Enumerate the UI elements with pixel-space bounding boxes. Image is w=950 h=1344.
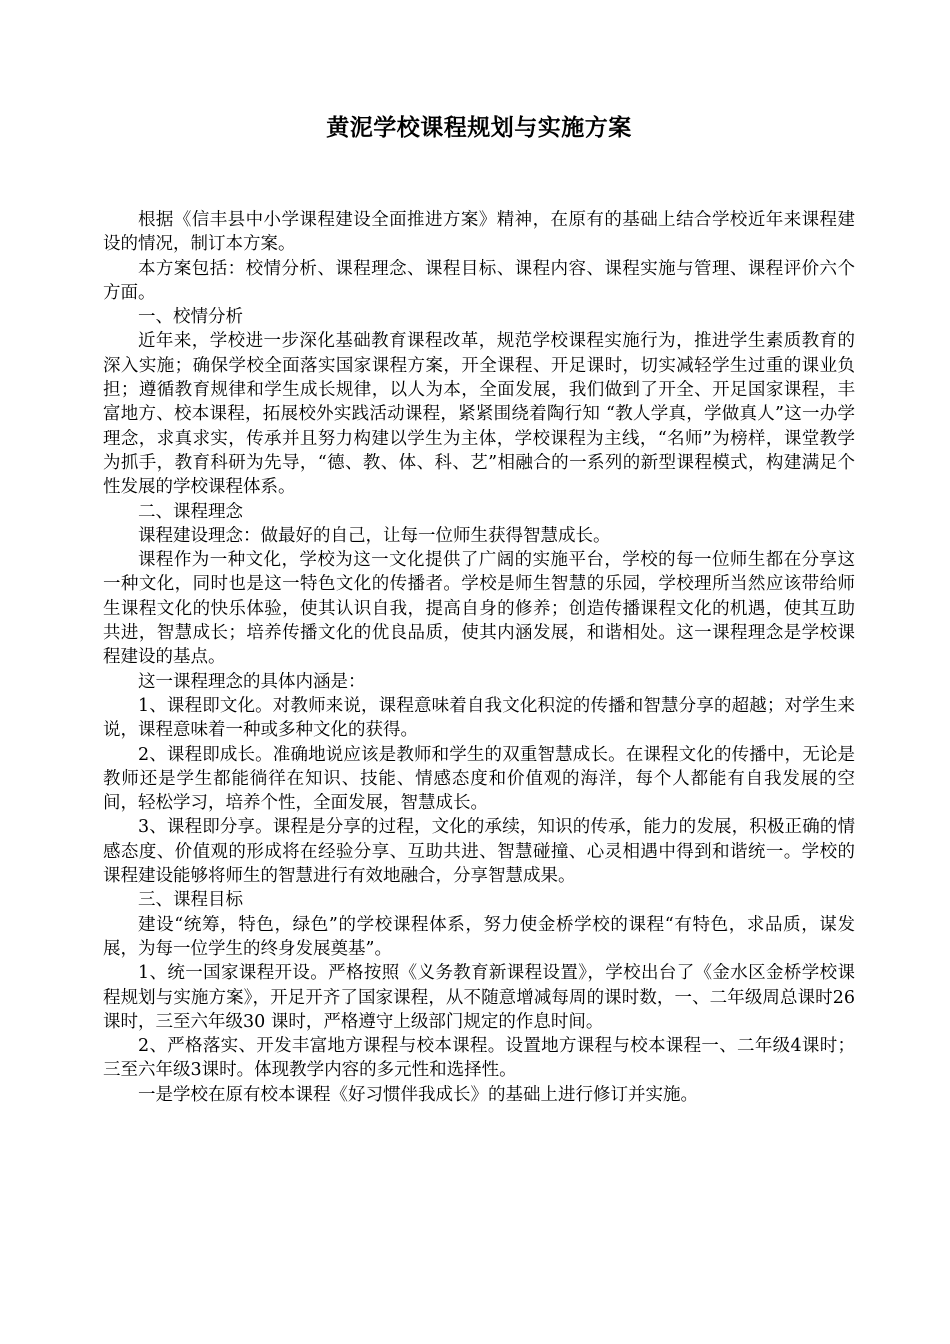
list-item-local-curriculum: 2、严格落实、开发丰富地方课程与校本课程。设置地方课程与校本课程一、二年级4课时；三至六年级3课时。体现教学内容的多元性和选择性。: [103, 1036, 855, 1081]
paragraph-philosophy-lead: 这一课程理念的具体内涵是：: [138, 671, 366, 692]
list-item-national-curriculum: 1、统一国家课程开设。严格按照《义务教育新课程设置》，学校出台了《金水区金桥学校课程规划与实施方案》，开足开齐了国家课程，从不随意增减每周的课时数，一、二年级周总课时26 课时，三至六年级30 课时，严格遵守上级部门规定的作息时间。: [103, 963, 855, 1032]
paragraph-analysis: 近年来，学校进一步深化基础教育课程改革，规范学校课程实施行为，推进学生素质教育的深入实施；确保学校全面落实国家课程方案，开全课程、开足课时，切实减轻学生过重的课业负担；遵循教育规律和学生成长规律，以人为本，全面发展，我们做到了开全、开足国家课程，丰富地方、校本课程，拓展校外实践活动课程，紧紧围绕着陶行知 “教人学真，学做真人”这一办学理念，求真求实，传承并且努力构建以学生为主体，学校课程为主线，“名师”为榜样，课堂教学为抓手，教育科研为先导，“德、教、体、科、艺”相融合的一系列的新型课程模式，构建满足个性发展的学校课程体系。: [103, 331, 855, 498]
paragraph-philosophy-motto: 课程建设理念：做最好的自己，让每一位师生获得智慧成长。: [138, 525, 611, 546]
section-heading-analysis: 一、校情分析: [138, 307, 243, 328]
list-item-sharing: 3、课程即分享。课程是分享的过程，文化的承续，知识的传承，能力的发展，积极正确的情感态度、价值观的形成将在经验分享、互助共进、智慧碰撞、心灵相遇中得到和谐统一。学校的课程建设能够将师生的智慧进行有效地融合，分享智慧成果。: [103, 817, 855, 887]
list-item-culture: 1、课程即文化。对教师来说，课程意味着自我文化积淀的传播和智慧分享的超越；对学生来说，课程意味着一种或多种文化的获得。: [103, 695, 855, 741]
paragraph-goals: 建设“统筹，特色，绿色”的学校课程体系，努力使金桥学校的课程“有特色，求品质，谋发展，为每一位学生的终身发展奠基”。: [103, 914, 855, 959]
document-title: 黄泥学校课程规划与实施方案: [326, 114, 632, 141]
paragraph-philosophy-culture: 课程作为一种文化，学校为这一文化提供了广阔的实施平台，学校的每一位师生都在分享这一种文化，同时也是这一特色文化的传播者。学校是师生智慧的乐园，学校理所当然应该带给师生课程文化的快乐体验，使其认识自我，提高自身的修养；创造传播课程文化的机遇，使其互助共进，智慧成长；培养传播文化的优良品质，使其内涵发展，和谐相处。这一课程理念是学校课程建设的基点。: [103, 550, 855, 668]
paragraph-intro: 根据《信丰县中小学课程建设全面推进方案》精神，在原有的基础上结合学校近年来课程建设的情况，制订本方案。: [103, 210, 855, 255]
document-body: [103, 208, 855, 1107]
section-heading-philosophy: 二、课程理念: [138, 501, 243, 522]
paragraph-scope: 本方案包括：校情分析、课程理念、课程目标、课程内容、课程实施与管理、课程评价六个方面。: [103, 258, 855, 303]
section-heading-goals: 三、课程目标: [138, 890, 243, 911]
paragraph-school-course: 一是学校在原有校本课程《好习惯伴我成长》的基础上进行修订并实施。: [138, 1084, 698, 1105]
list-item-growth: 2、课程即成长。准确地说应该是教师和学生的双重智慧成长。在课程文化的传播中，无论是教师还是学生都能徜徉在知识、技能、情感态度和价值观的海洋，每个人都能有自我发展的空间，轻松学习，培养个性，全面发展，智慧成长。: [103, 744, 855, 814]
document-page: [103, 112, 855, 1107]
